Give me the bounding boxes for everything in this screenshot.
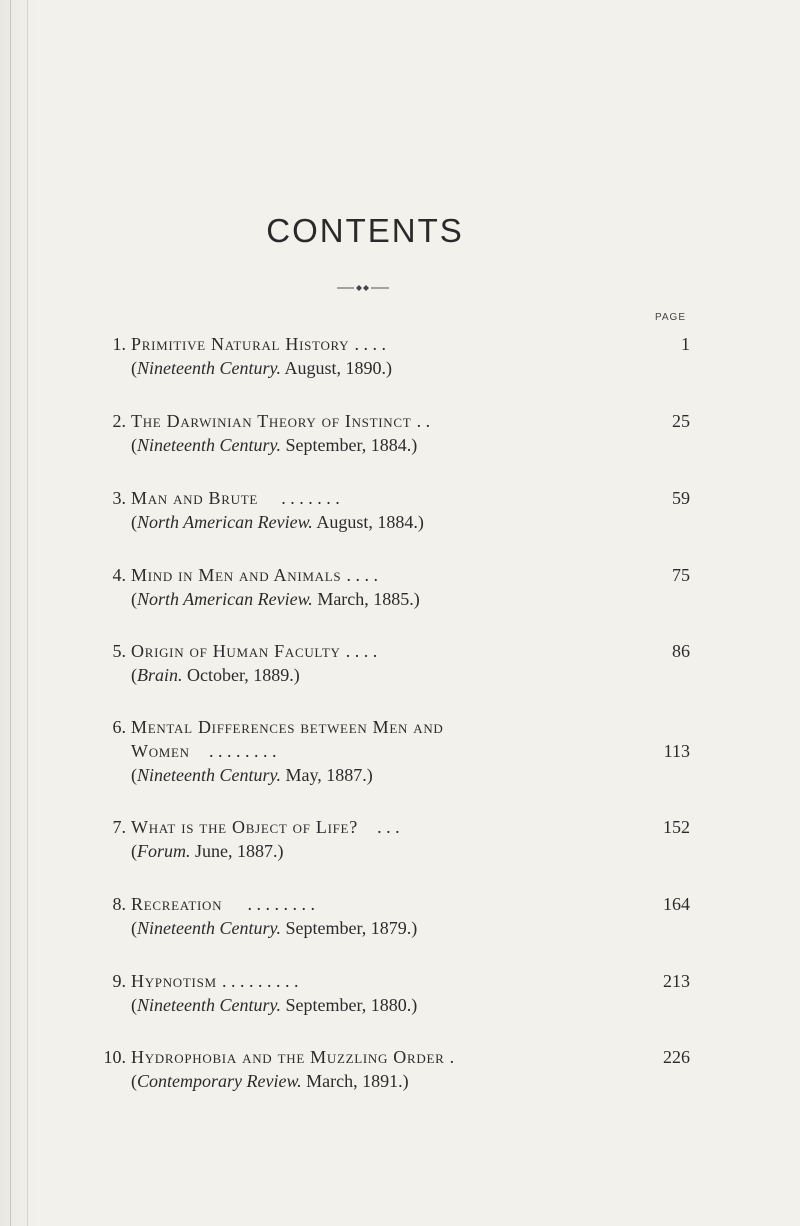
- entry-title: Man and Brute . . . . . . .: [131, 488, 340, 508]
- entry-title: What is the Object of Life? . . .: [131, 817, 400, 837]
- entry-title: Mental Differences between Men and: [131, 717, 444, 737]
- entry-source: (Nineteenth Century. May, 1887.): [131, 765, 373, 785]
- entry-number: 1.: [112, 334, 126, 354]
- entry-source: (North American Review. August, 1884.): [131, 512, 424, 532]
- entry-title: Hydrophobia and the Muzzling Order .: [131, 1047, 455, 1067]
- entry-page: 86: [672, 641, 690, 661]
- entry-title: Origin of Human Faculty . . . .: [131, 641, 378, 661]
- entry-page: 113: [663, 741, 690, 761]
- entry-source: (Contemporary Review. March, 1891.): [131, 1071, 409, 1091]
- entry-title: Primitive Natural History . . . .: [131, 334, 386, 354]
- entry-source: (Nineteenth Century. September, 1880.): [131, 995, 418, 1015]
- entry-page: 226: [663, 1047, 690, 1067]
- entry-page: 25: [672, 411, 690, 431]
- entry-title: Mind in Men and Animals . . . .: [131, 565, 378, 585]
- book-gutter: [0, 0, 38, 1226]
- entry-title: The Darwinian Theory of Instinct . .: [131, 411, 431, 431]
- entry-page: 59: [672, 488, 690, 508]
- ornament-divider: [337, 284, 389, 292]
- entry-page: 1: [681, 334, 690, 354]
- gutter-line: [10, 0, 11, 1226]
- entry-page: 152: [663, 817, 690, 837]
- entry-source: (Nineteenth Century. August, 1890.): [131, 358, 392, 378]
- entry-number: 9.: [112, 971, 126, 991]
- entry-title: Recreation . . . . . . . .: [131, 894, 315, 914]
- entry-source: (Brain. October, 1889.): [131, 665, 300, 685]
- entry-number: 2.: [112, 411, 126, 431]
- entry-number: 5.: [112, 641, 126, 661]
- entry-number: 4.: [112, 565, 126, 585]
- page-title: CONTENTS: [266, 212, 464, 249]
- entry-source: (Nineteenth Century. September, 1884.): [131, 435, 418, 455]
- entry-page: 213: [663, 971, 690, 991]
- entry-number: 7.: [112, 817, 126, 837]
- entry-source: (North American Review. March, 1885.): [131, 589, 420, 609]
- entry-title-continued: Women . . . . . . . .: [131, 741, 277, 761]
- entry-number: 6.: [112, 717, 126, 737]
- page-column-header: PAGE: [654, 312, 686, 323]
- entry-number: 8.: [112, 894, 126, 914]
- gutter-line: [27, 0, 28, 1226]
- entry-number: 10.: [103, 1047, 126, 1067]
- entry-page: 75: [672, 565, 690, 585]
- entry-title: Hypnotism . . . . . . . . .: [131, 971, 299, 991]
- entry-page: 164: [663, 894, 690, 914]
- entry-source: (Forum. June, 1887.): [131, 841, 284, 861]
- entry-number: 3.: [112, 488, 126, 508]
- entry-source: (Nineteenth Century. September, 1879.): [131, 918, 418, 938]
